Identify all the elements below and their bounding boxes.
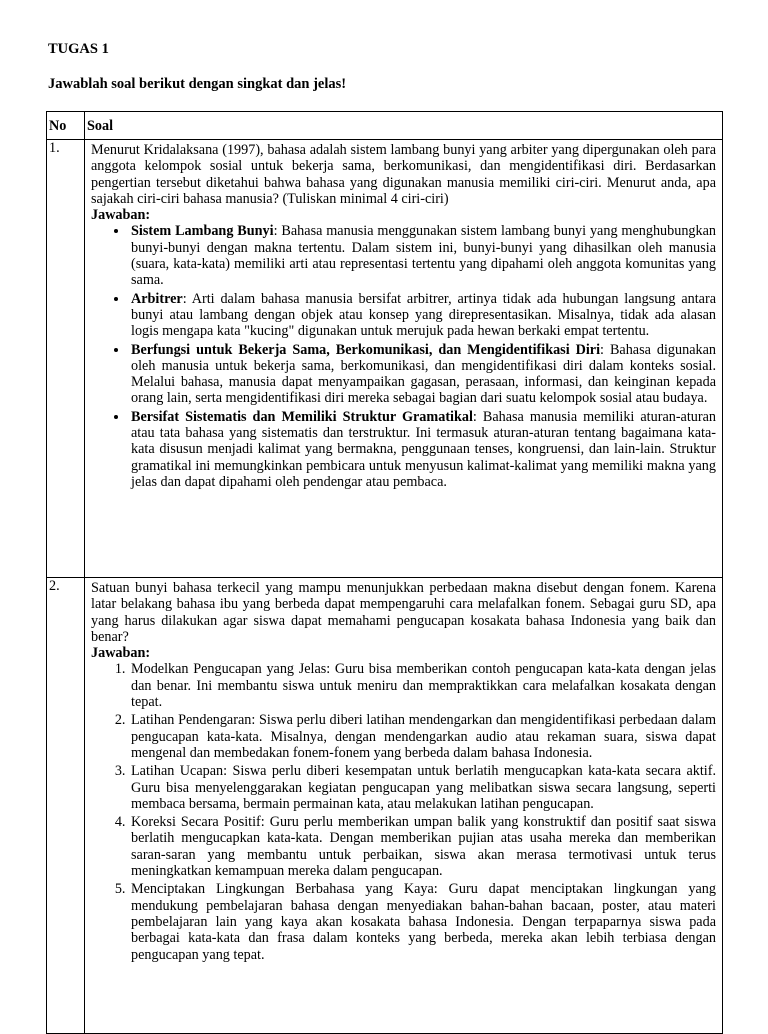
table-row xyxy=(47,140,723,578)
list-item xyxy=(129,342,716,407)
answer-term: Sistem Lambang Bunyi xyxy=(131,223,274,240)
list-item: 2. Latihan Pendengaran: Siswa perlu diberi latihan mendengarkan dan mengidentifikasi perbedaan dalam pengucapan kata-kata. Misalnya, dengan mendengarkan audio atau rekaman suara, siswa dapat mengenal dan membedakan fonem-fonem yang berbeda dalam bahasa Indonesia. xyxy=(129,712,716,761)
list-item xyxy=(129,291,716,340)
answer-label: Jawaban: xyxy=(91,645,151,662)
list-item: 3. Latihan Ucapan: Siswa perlu diberi kesempatan untuk berlatih mengucapkan kata-kata secara aktif. Guru bisa menyelenggarakan kegiatan pengucapan yang melibatkan siswa secara langsung, seperti membaca bersama, bermain permainan kata, atau melakukan latihan pengucapan. xyxy=(129,763,716,812)
table-header-row xyxy=(47,112,723,140)
row-content xyxy=(85,140,723,578)
list-item: 4. Koreksi Secara Positif: Guru perlu memberikan umpan balik yang konstruktif dan positif saat siswa berlatih mengucapkan kata-kata. Dengan memberikan pujian atas usaha mereka dan memberikan saran-saran yang membantu untuk perbaikan, siswa akan merasa termotivasi untuk terus meningkatkan kemampuan mereka dalam pengucapan. xyxy=(129,814,716,879)
answer-label: Jawaban: xyxy=(91,207,151,224)
row-number: 1. xyxy=(47,140,85,578)
answer-numbered-list xyxy=(91,661,716,962)
list-item xyxy=(129,223,716,288)
answer-text: : Arti dalam bahasa manusia bersifat arbitrer, artinya tidak ada hubungan langsung antara bunyi atau lambang dengan objek atau konsep yang direpresentasikan. Misalnya, tidak ada alasan logis mengapa kata "kucing" digunakan untuk merujuk pada hewan berkaki empat tertentu. xyxy=(131,290,716,340)
list-item: 1. Modelkan Pengucapan yang Jelas: Guru bisa memberikan contoh pengucapan kata-kata dengan jelas dan benar. Ini membantu siswa untuk meniru dan mempraktikkan cara melafalkan kosakata dengan tepat. xyxy=(129,661,716,710)
question-text: Menurut Kridalaksana (1997), bahasa adalah sistem lambang bunyi yang arbiter yang dipergunakan oleh para anggota kelompok sosial untuk bekerja sama, berkomunikasi, dan mengidentifikasi diri. Berdasarkan pengertian tersebut diketahui bahwa bahasa yang digunakan manusia memiliki ciri-ciri. Menurut anda, apa sajakah ciri-ciri bahasa manusia? (Tuliskan minimal 4 ciri-ciri) xyxy=(91,142,716,207)
answer-text: : Bahasa manusia memiliki aturan-aturan atau tata bahasa yang sistematis dan terstruktur. Ini termasuk aturan-aturan tentang bagaimana kata-kata disusun menjadi kalimat yang bermakna, penggunaan tenses, kongruensi, dan lain-lain. Struktur gramatikal ini memungkinkan pembicara untuk menyusun kalimat-kalimat yang memiliki makna yang jelas dan dapat dipahami oleh pendengar atau pembaca. xyxy=(131,408,717,490)
answer-text: : Bahasa manusia menggunakan sistem lambang bunyi yang menghubungkan bunyi-bunyi dengan makna tertentu. Dalam sistem ini, bunyi-bunyi yang dihasilkan oleh manusia (suara, kata-kata) memiliki arti atau representasi tertentu yang dipahami oleh anggota komunitas yang sama. xyxy=(131,223,716,289)
list-item: 5. Menciptakan Lingkungan Berbahasa yang Kaya: Guru dapat menciptakan lingkungan yang mendukung pembelajaran bahasa dengan menyediakan bahan-bahan bacaan, poster, atau materi pembelajaran lain yang kaya akan kosakata bahasa Indonesia. Dengan terpaparnya siswa pada berbagai kata-kata dan frasa dalam konteks yang berbeda, mereka akan lebih terbiasa dengan pengucapan yang tepat. xyxy=(129,881,716,962)
row-number: 2. xyxy=(47,578,85,1034)
document-title: TUGAS 1 xyxy=(48,41,109,57)
question-table xyxy=(46,111,723,1034)
answer-text: : Bahasa digunakan oleh manusia untuk bekerja sama, berkomunikasi, dan mengidentifikasi diri dalam konteks sosial. Melalui bahasa, manusia dapat menyampaikan gagasan, perasaan, informasi, dan keinginan kepada orang lain, serta mengidentifikasi diri mereka sebagai bagian dari suatu kelompok sosial atau budaya. xyxy=(131,341,716,407)
list-item xyxy=(129,409,716,490)
answer-term: Bersifat Sistematis dan Memiliki Struktur Gramatikal xyxy=(131,408,473,425)
answer-term: Berfungsi untuk Bekerja Sama, Berkomunikasi, dan Mengidentifikasi Diri xyxy=(131,341,601,358)
question-text: Satuan bunyi bahasa terkecil yang mampu menunjukkan perbedaan makna disebut dengan fonem. Karena latar belakang bahasa ibu yang berbeda dapat mempengaruhi cara melafalkan fonem. Sebagai guru SD, apa yang harus dilakukan agar siswa dapat memahami pengucapan kosakata bahasa Indonesia yang baik dan benar? xyxy=(91,580,716,645)
answer-bullet-list xyxy=(91,223,716,490)
instruction-text: Jawablah soal berikut dengan singkat dan jelas! xyxy=(48,76,347,92)
answer-term: Arbitrer xyxy=(131,290,183,307)
row-content xyxy=(85,578,723,1034)
table-row xyxy=(47,578,723,1034)
header-soal: Soal xyxy=(85,112,723,140)
header-no: No xyxy=(47,112,85,140)
